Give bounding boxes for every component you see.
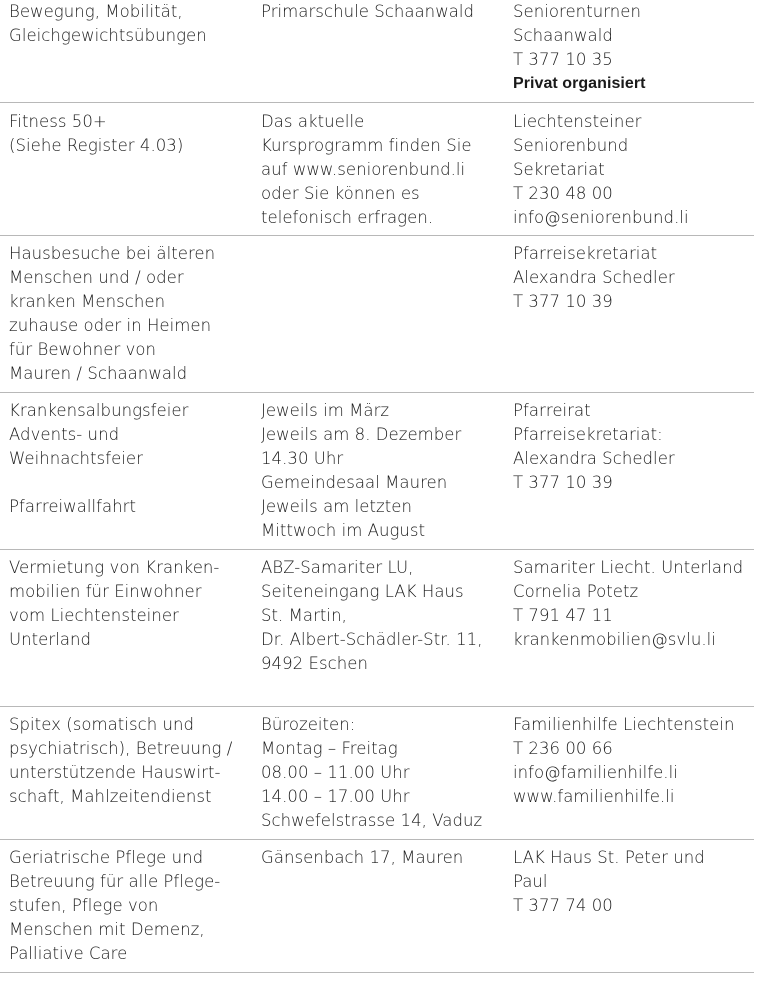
cell-line: kranken Menschen (9, 292, 166, 311)
location-cell (261, 0, 474, 24)
cell-line: Bürozeiten: (261, 715, 356, 734)
contact-cell (513, 556, 743, 652)
cell-line: unterstützende Hauswirt- (9, 763, 221, 782)
service-cell (9, 713, 232, 809)
cell-line: 08.00 – 11.00 Uhr (261, 763, 410, 782)
cell-line: Cornelia Potetz (513, 582, 639, 601)
cell-line: Spitex (somatisch und (9, 715, 195, 734)
cell-line: Vermietung von Kranken- (9, 558, 220, 577)
cell-line: Jeweils im März (261, 401, 390, 420)
cell-line: Primarschule Schaanwald (261, 2, 475, 21)
cell-line: Mauren / Schaanwald (9, 364, 188, 383)
cell-line: 14.00 – 17.00 Uhr (261, 787, 410, 806)
location-cell (261, 110, 472, 230)
cell-line: 9492 Eschen (261, 654, 368, 673)
cell-line: T 236 00 66 (513, 739, 613, 758)
cell-line: T 377 10 39 (513, 292, 613, 311)
cell-line: Gemeindesaal Mauren (261, 473, 448, 492)
cell-line: Menschen mit Demenz, (9, 920, 205, 939)
table-row (0, 103, 754, 236)
cell-line: schaft, Mahlzeitendienst (9, 787, 212, 806)
cell-line: Weihnachtsfeier (9, 449, 143, 468)
service-cell (9, 846, 220, 966)
cell-line: T 377 10 39 (513, 473, 613, 492)
service-cell (9, 556, 219, 652)
cell-line: Pfarreirat (513, 401, 591, 420)
cell-line: Geriatrische Pflege und (9, 848, 204, 867)
cell-line: Alexandra Schedler (513, 268, 675, 287)
cell-line: Hausbesuche bei älteren (9, 244, 216, 263)
cell-line: T 377 10 35 (513, 50, 613, 69)
contact-cell (513, 713, 735, 809)
cell-line: Seniorenbund (513, 136, 629, 155)
cell-line: Gleichgewichtsübungen (9, 26, 207, 45)
location-cell (261, 846, 463, 870)
cell-line: telefonisch erfragen. (261, 208, 434, 227)
cell-line: Paul (513, 872, 548, 891)
service-cell (9, 242, 215, 386)
location-cell (261, 713, 482, 833)
cell-line: Pfarreisekretariat (513, 244, 658, 263)
cell-line: Jeweils am letzten (261, 497, 412, 516)
cell-line: Unterland (9, 630, 92, 649)
cell-line: 14.30 Uhr (261, 449, 344, 468)
cell-line: für Bewohner von (9, 340, 157, 359)
cell-line: Menschen und / oder (9, 268, 184, 287)
cell-line: Montag – Freitag (261, 739, 398, 758)
cell-line: Gänsenbach 17, Mauren (261, 848, 464, 867)
cell-line: Betreuung für alle Pflege- (9, 872, 221, 891)
cell-line: www.familienhilfe.li (513, 787, 675, 806)
cell-line: Seniorenturnen (513, 2, 641, 21)
cell-line: vom Liechtensteiner (9, 606, 179, 625)
cell-line: auf www.seniorenbund.li (261, 160, 466, 179)
cell-line: Pfarreisekretariat: (513, 425, 663, 444)
cell-line: Krankensalbungsfeier (9, 401, 189, 420)
cell-line: zuhause oder in Heimen (9, 316, 212, 335)
location-cell (261, 399, 461, 543)
cell-line: Bewegung, Mobilität, (9, 2, 183, 21)
table-row (0, 393, 754, 550)
location-cell (261, 556, 483, 676)
contact-cell (513, 110, 689, 230)
cell-line: oder Sie können es (261, 184, 420, 203)
cell-line: Sekretariat (513, 160, 605, 179)
cell-line: Jeweils am 8. Dezember (261, 425, 462, 444)
cell-line: krankenmobilien@svlu.li (513, 630, 716, 649)
cell-line: Schwefelstrasse 14, Vaduz (261, 811, 483, 830)
service-cell (9, 399, 188, 519)
table-row (0, 236, 754, 393)
service-cell (9, 0, 207, 48)
table-row (0, 840, 754, 973)
cell-line: mobilien für Einwohner (9, 582, 202, 601)
table-row (0, 0, 754, 103)
cell-line: (Siehe Register 4.03) (9, 136, 184, 155)
cell-line: Alexandra Schedler (513, 449, 675, 468)
contact-cell (513, 399, 675, 495)
cell-line: stufen, Pflege von (9, 896, 159, 915)
cell-line: Pfarreiwallfahrt (9, 497, 137, 516)
cell-line: T 377 74 00 (513, 896, 613, 915)
cell-line: T 230 48 00 (513, 184, 613, 203)
contact-cell (513, 0, 646, 96)
cell-line: T 791 47 11 (513, 606, 613, 625)
private-note: Privat organisiert (513, 75, 646, 92)
cell-line: Fitness 50+ (9, 112, 107, 131)
contact-cell (513, 242, 675, 314)
cell-line: Palliative Care (9, 944, 128, 963)
cell-line: Mittwoch im August (261, 521, 426, 540)
contact-cell (513, 846, 705, 918)
cell-line: info@familienhilfe.li (513, 763, 678, 782)
table-row (0, 550, 754, 707)
cell-line: psychiatrisch), Betreuung / (9, 739, 233, 758)
cell-line: Familienhilfe Liechtenstein (513, 715, 735, 734)
cell-line: ABZ-Samariter LU, (261, 558, 414, 577)
cell-line: Dr. Albert-Schädler-Str. 11, (261, 630, 483, 649)
cell-line: Liechtensteiner (513, 112, 642, 131)
table-row (0, 707, 754, 840)
cell-line: Advents- und (9, 425, 120, 444)
cell-line: info@seniorenbund.li (513, 208, 689, 227)
cell-line (9, 471, 188, 495)
cell-line: St. Martin, (261, 606, 347, 625)
cell-line: LAK Haus St. Peter und (513, 848, 705, 867)
cell-line: Schaanwald (513, 26, 613, 45)
cell-line: Das aktuelle (261, 112, 365, 131)
cell-line: Samariter Liecht. Unterland (513, 558, 744, 577)
service-cell (9, 110, 183, 158)
cell-line: Seiteneingang LAK Haus (261, 582, 464, 601)
cell-line: Kursprogramm finden Sie (261, 136, 472, 155)
